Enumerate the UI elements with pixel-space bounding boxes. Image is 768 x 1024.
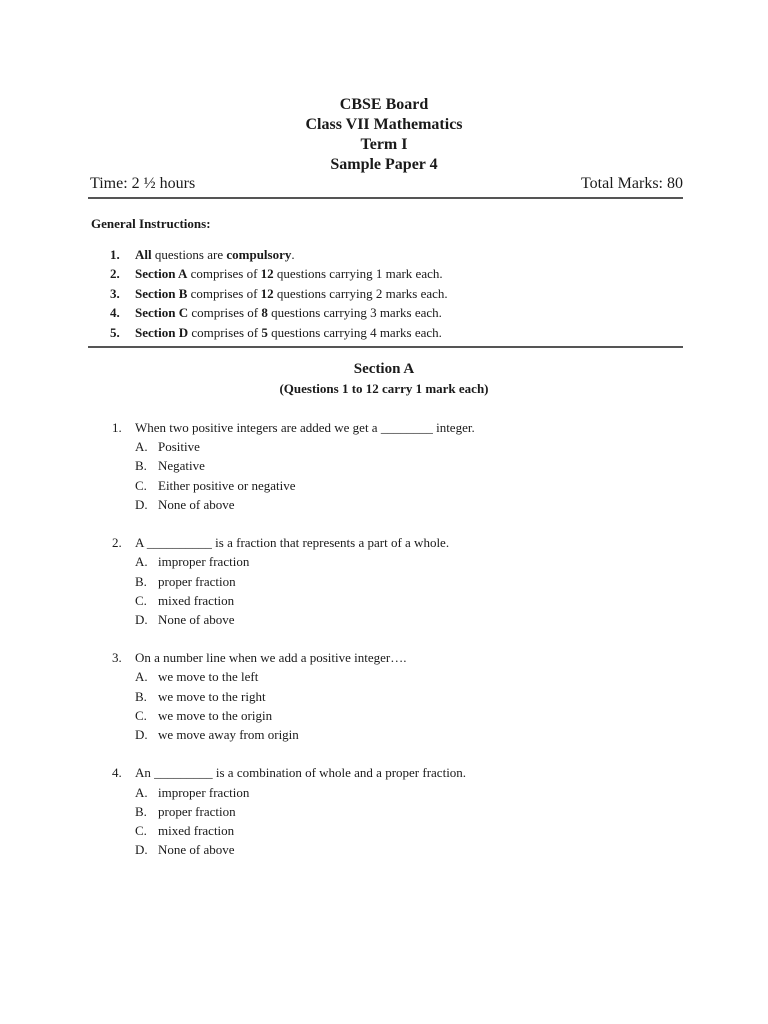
question-4 — [112, 763, 475, 859]
time-allowed: Time: 2 ½ hours — [90, 175, 196, 192]
questions-list — [112, 418, 475, 859]
question-spacer — [112, 629, 475, 648]
question-text: 1. When two positive integers are added we get a ________ integer. — [112, 420, 475, 435]
option: A. Positive — [135, 439, 200, 455]
question-1 — [112, 418, 475, 514]
option: C. mixed fraction — [135, 822, 235, 838]
question-text: 3. On a number line when we add a positive integer…. — [112, 650, 407, 666]
instruction-item: 5. Section D comprises of 5 questions carrying 4 marks each. — [110, 324, 442, 340]
question-spacer — [112, 514, 475, 533]
option: D. None of above — [135, 842, 235, 858]
option: D. None of above — [135, 496, 235, 512]
term-title: Term I — [360, 136, 408, 153]
option: D. None of above — [135, 611, 235, 627]
option: C. Either positive or negative — [135, 477, 296, 493]
question-3 — [112, 648, 475, 744]
option: A. improper fraction — [135, 784, 250, 800]
option: B. we move to the right — [135, 688, 266, 704]
question-text: 2. A __________ is a fraction that represents a part of a whole. — [112, 535, 450, 551]
paper-header — [0, 95, 768, 175]
option: A. we move to the left — [135, 669, 259, 685]
general-instructions-heading: General Instructions: — [91, 216, 211, 231]
instruction-item: 3. Section B comprises of 12 questions carrying 2 marks each. — [110, 285, 448, 301]
question-text: 4. An _________ is a combination of whole and a proper fraction. — [112, 765, 467, 781]
board-title: CBSE Board — [339, 96, 429, 113]
option: C. we move to the origin — [135, 707, 273, 723]
option: D. we move away from origin — [135, 727, 299, 742]
class-subject-title: Class VII Mathematics — [305, 116, 463, 133]
option: C. mixed fraction — [135, 592, 235, 608]
question-2 — [112, 533, 475, 629]
option: A. improper fraction — [135, 554, 250, 570]
option: B. proper fraction — [135, 573, 236, 589]
instruction-item: 2. Section A comprises of 12 questions carrying 1 mark each. — [110, 266, 443, 282]
total-marks: Total Marks: 80 — [581, 175, 683, 192]
instruction-item: 1. All questions are compulsory. — [110, 247, 295, 262]
instructions-divider — [88, 346, 683, 348]
option: B. Negative — [135, 458, 205, 474]
instructions-list — [110, 245, 448, 342]
question-spacer — [112, 744, 475, 763]
paper-title: Sample Paper 4 — [330, 156, 438, 173]
section-a-title: Section A — [353, 361, 415, 377]
instruction-item: 4. Section C comprises of 8 questions carrying 3 marks each. — [110, 305, 442, 321]
section-a-subtitle: (Questions 1 to 12 carry 1 mark each) — [279, 381, 489, 396]
option: B. proper fraction — [135, 803, 236, 819]
header-divider — [88, 197, 683, 199]
